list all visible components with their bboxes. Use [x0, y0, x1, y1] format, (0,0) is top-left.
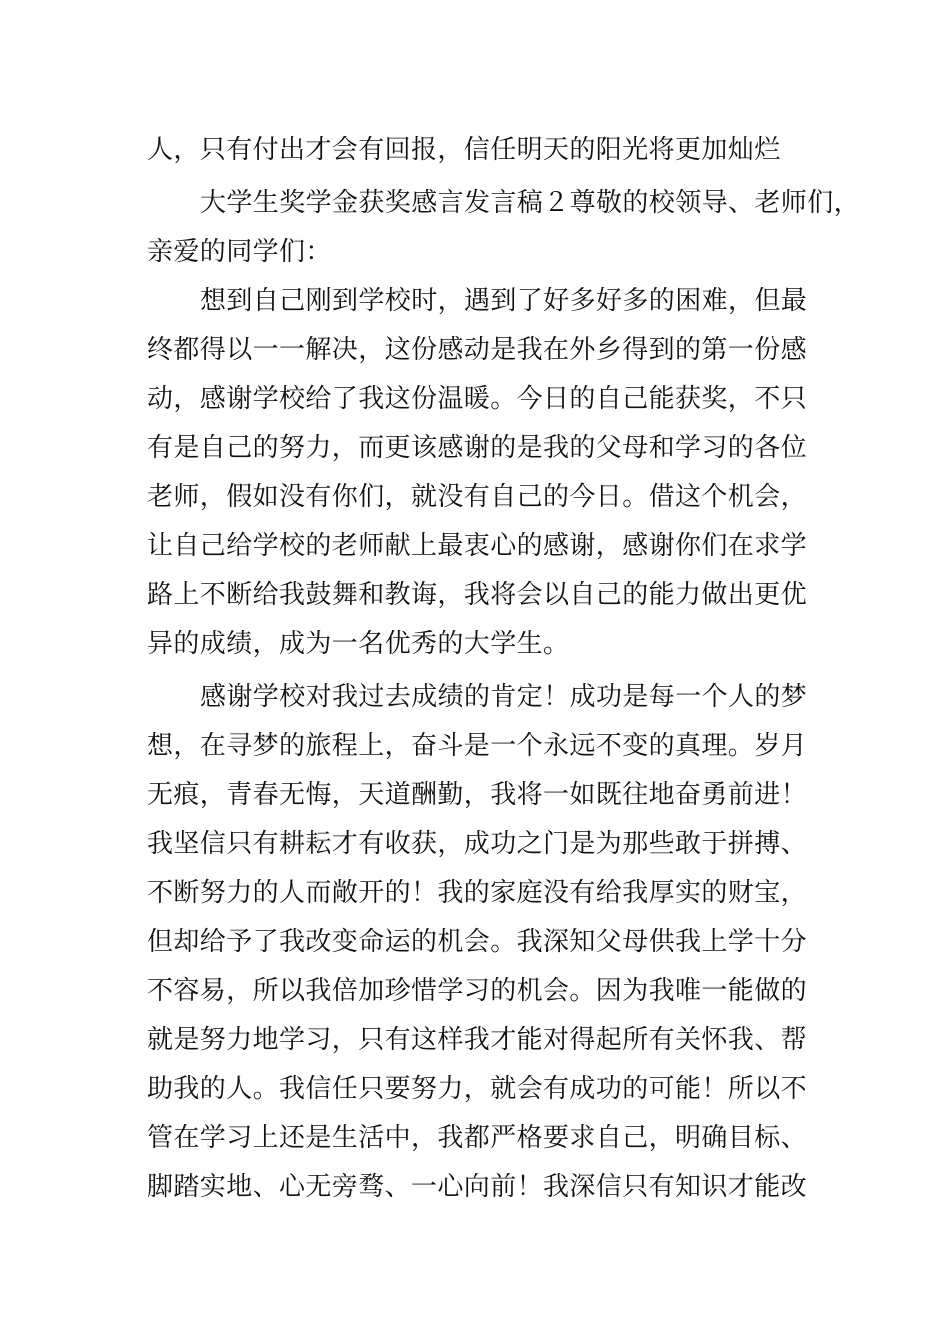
text-line: 脚踏实地、心无旁骛、一心向前！我深信只有知识才能改 [147, 1172, 808, 1202]
text-line: 有是自己的努力，而更该感谢的是我的父母和学习的各位 [147, 433, 808, 463]
text-line: 动，感谢学校给了我这份温暖。今日的自己能获奖，不只 [147, 384, 808, 414]
text-line: 人，只有付出才会有回报，信任明天的阳光将更加灿烂 [147, 135, 781, 165]
text-line: 不容易，所以我倍加珍惜学习的机会。因为我唯一能做的 [147, 976, 808, 1006]
text-line: 终都得以一一解决，这份感动是我在外乡得到的第一份感 [147, 335, 808, 365]
text-line: 大学生奖学金获奖感言发言稿２尊敬的校领导、老师们， [200, 188, 861, 218]
text-line: 想到自己刚到学校时，遇到了好多好多的困难，但最 [200, 286, 808, 316]
text-line: 助我的人。我信任只要努力，就会有成功的可能！所以不 [147, 1074, 808, 1104]
text-line: 就是努力地学习，只有这样我才能对得起所有关怀我、帮 [147, 1025, 808, 1055]
text-line: 但却给予了我改变命运的机会。我深知父母供我上学十分 [147, 927, 808, 957]
text-line: 无痕，青春无悔，天道酬勤，我将一如既往地奋勇前进！ [147, 780, 808, 810]
text-line: 让自己给学校的老师献上最衷心的感谢，感谢你们在求学 [147, 531, 808, 561]
text-line: 管在学习上还是生活中，我都严格要求自己，明确目标、 [147, 1123, 808, 1153]
text-line: 异的成绩，成为一名优秀的大学生。 [147, 629, 570, 659]
text-line: 不断努力的人而敞开的！我的家庭没有给我厚实的财宝， [147, 878, 808, 908]
text-line: 想，在寻梦的旅程上，奋斗是一个永远不变的真理。岁月 [147, 731, 808, 761]
text-line: 我坚信只有耕耘才有收获，成功之门是为那些敢于拼搏、 [147, 829, 808, 859]
text-line: 感谢学校对我过去成绩的肯定！成功是每一个人的梦 [200, 682, 808, 712]
text-line: 老师，假如没有你们，就没有自己的今日。借这个机会， [147, 482, 808, 512]
text-line: 亲爱的同学们： [147, 237, 332, 267]
text-line: 路上不断给我鼓舞和教诲，我将会以自己的能力做出更优 [147, 580, 808, 610]
